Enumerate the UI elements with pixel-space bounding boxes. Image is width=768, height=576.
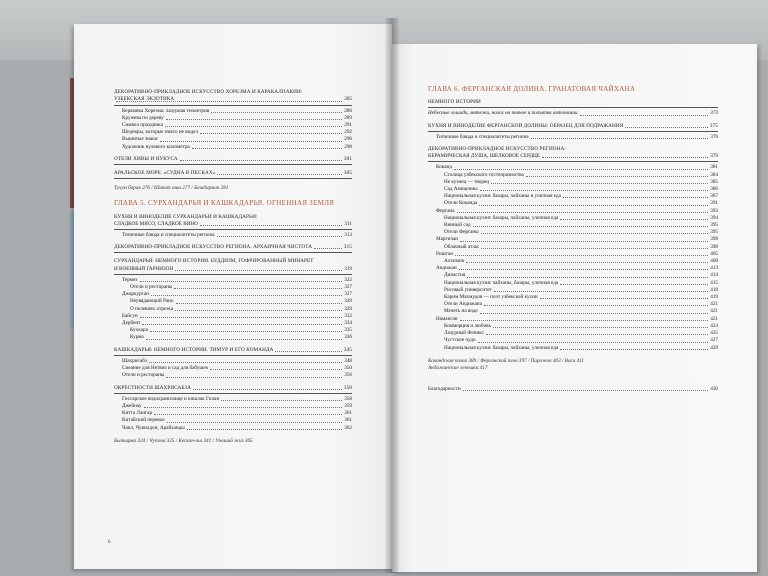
toc-item: Художник нулевого километра [122,143,190,150]
toc-page: 393 [710,207,718,214]
toc-row [114,347,352,354]
toc-heading: АРАЛЬСКОЕ МОРЕ. «СУДНА В ПЕСКАХ» [114,170,216,177]
toc-row [428,215,718,222]
toc-row [428,323,718,330]
toc-row [428,110,718,117]
toc-heading: ДЕКОРАТИВНО-ПРИКЛАДНОЕ ИСКУССТВО ХОРЕЗМА И КАРАКАЛПАКИИ: УЗБЕКСКАЯ ЭКЗОТИКА [114,89,303,103]
toc-item: Рисовый университет [444,286,492,293]
toc-page: 379 [710,153,718,160]
toc-row [428,265,718,272]
toc-row [114,277,352,284]
page-number: 6 [108,540,111,545]
toc-page: 428 [710,344,718,351]
toc-heading: КЕРАМИЧЕСКАЯ ДУША, ШЕЛКОВОЕ СЕРДЦЕ [428,153,540,160]
toc-row [428,229,718,236]
toc-heading: ДЕКОРАТИВНО-ПРИКЛАДНОЕ ИСКУССТВО РЕГИОНА. АРХАИЧНАЯ ЧИСТОТА [114,244,313,251]
toc-item: Алхимик [444,258,465,265]
toc-items [114,358,352,380]
toc-item: О пелевиях отрезка [130,305,174,312]
toc-row [114,122,352,129]
toc-row [114,266,352,273]
toc-page: 418 [710,286,718,293]
toc-page: 336 [344,334,352,341]
toc-row [428,280,718,287]
toc-heading: ОКРЕСТНОСТИ ШАХРИСАБЗА [114,384,191,391]
toc-page: 332 [344,312,352,319]
toc-item: Сад Амиценны [444,186,478,193]
toc-item: Благодарности [428,386,461,393]
toc-page: 425 [710,330,718,337]
toc-row [428,123,718,130]
toc-row [114,403,352,410]
toc-page: 386 [710,186,718,193]
toc-heading: КАШКАДАРЬЯ: НЕМНОГО ИСТОРИИ. ТИМУР И ЕГО КОМАНДА [114,346,274,353]
toc-item: Шахрисабз [122,357,147,364]
toc-page: 286 [344,107,352,114]
toc-page: 385 [710,178,718,185]
toc-item: Чустское чудо [444,337,476,344]
toc-page: 376 [710,133,718,140]
toc-row [428,330,718,337]
toc-row [114,144,352,151]
toc-page: 405 [710,250,718,257]
toc-item: Фергана [436,207,455,214]
toc-item: Лазурный Феникс [444,330,484,337]
toc-item: Облачный атлас [444,243,480,250]
toc-items [114,277,352,342]
toc-row [114,372,352,379]
toc-item: Отели Андижана [444,301,482,308]
toc-page: 348 [344,357,352,364]
toc-row [428,208,718,215]
toc-item: Сиеание для Нетвиз и сад для бабушек [122,365,209,372]
toc-item: Карим Махмудов — поэт узбекской кухни [444,294,538,301]
toc-page: 430 [710,386,718,393]
toc-row [428,386,718,393]
toc-item: Типичные блюда и специалитеты региона [436,133,529,140]
toc-page: 362 [344,424,352,431]
left-toc [114,84,352,445]
toc-page: 298 [344,143,352,150]
toc-items [114,396,352,432]
toc-page: 384 [710,171,718,178]
toc-row [114,298,352,305]
toc-row [114,284,352,291]
toc-item: Национальная кухня: чайханы, базары, уличная еда [444,279,559,286]
toc-page: 335 [344,327,352,334]
toc-item: Столица узбекского гостеприимства [444,171,524,178]
toc-page: 322 [344,276,352,283]
recipe-line: Андижанские лепешки 417 [428,364,488,371]
toc-item: Маргилан [436,236,459,243]
divider [428,107,718,108]
toc-item: Керамика Хорезма: лазурная геометрия [122,107,210,114]
toc-page: 358 [344,395,352,402]
toc-page: 414 [710,272,718,279]
toc-page: 413 [710,265,718,272]
toc-item: Неувядающий Рано [130,298,174,305]
toc-item: Не кузнец — творец [444,178,490,185]
toc-page: 315 [343,244,352,251]
toc-item: Китайский перевал [122,417,165,424]
toc-page: 327 [344,284,352,291]
toc-row [428,345,718,352]
toc-row [114,313,352,320]
toc-page: 327 [344,291,352,298]
toc-page: 398 [710,236,718,243]
toc-page: 424 [710,322,718,329]
toc-row [114,385,352,392]
toc-row [114,108,352,115]
toc-row [114,358,352,365]
toc-row [428,193,718,200]
divider [428,161,718,162]
toc-row [114,365,352,372]
toc-row [114,221,352,228]
toc-row [114,396,352,403]
toc-row [114,115,352,122]
toc-page: 292 [344,129,352,136]
recipe-line: Кокандская палва 389 / Ферганский плов 397 / Пирожок 403 / Васа 411 [428,357,584,364]
toc-page: 421 [710,301,718,308]
toc-page: 387 [710,193,718,200]
toc-heading: СУРХАНДАРЬЯ: НЕМНОГО ИСТОРИИ. БУДДИЗМ, ГОФРИРОВАННЫЙ МИНАРЕТ [114,258,314,265]
toc-row [114,96,352,103]
toc-row [428,251,718,258]
toc-item: Типичные блюда и специалитеты региона [122,232,215,239]
toc-page: 398 [710,243,718,250]
divider [114,274,352,275]
toc-item: Вышитые знаки [122,136,158,143]
toc-row [428,244,718,251]
toc-row [428,236,718,243]
toc-page: 358 [343,384,352,391]
toc-page: 421 [710,308,718,315]
toc-item: Андижан [436,265,457,272]
toc-heading: КУХНЯ И ВИНОДЕЛИЕ ФЕРГАНСКОЙ ДОЛИНЫ: ОБРАЗЕЦ ДЛЯ ПОДРАЖАНИЯ [428,122,624,129]
toc-page: 285 [344,96,352,103]
toc-row [114,417,352,424]
toc-heading: И ВОЕННЫЙ ГАРНИЗОН [114,265,174,272]
toc-items [428,164,718,351]
toc-item: Кухкара [130,327,148,334]
toc-page: 391 [710,200,718,207]
toc-row [114,291,352,298]
toc-item: Байсун [122,312,138,319]
toc-page: 419 [710,294,718,301]
toc-page: 301 [343,155,352,162]
toc-row [428,172,718,179]
right-toc [428,78,718,393]
toc-item: Наманган [436,315,458,322]
toc-page: 359 [344,402,352,409]
toc-item: Отели и рестораны [122,372,165,379]
toc-page: 356 [344,372,352,379]
toc-item: Национальная кухня: базары, чайханы, уличная еда [444,344,559,351]
toc-page: 415 [710,279,718,286]
toc-row [428,134,718,141]
toc-heading: КУХНЯ И ВИНОДЕЛИЕ СУРХАНДАРЬИ И КАШКАДАРЬИ: [114,213,258,220]
toc-item: Дербент [122,320,141,327]
toc-item: Коканд [436,164,452,171]
toc-page: 289 [344,114,352,121]
toc-page: 305 [343,170,352,177]
toc-row [114,232,352,239]
toc-row [114,170,352,177]
toc-page: 350 [344,365,352,372]
toc-row [428,316,718,323]
divider [114,178,352,179]
toc-heading: ДЕКОРАТИВНО-ПРИКЛАДНОЕ ИСКУССТВО РЕГИОНА: [428,146,566,153]
toc-row [114,334,352,341]
toc-row [428,287,718,294]
toc-page: 421 [710,315,718,322]
toc-row [428,258,718,265]
toc-item: Китта Лангар [122,410,153,417]
toc-page: 329 [344,305,352,312]
recipe-line: Бытырма 324 / Чупона 325 / Кескан-ош 341 / Унаший жиз 365 [114,437,253,444]
divider [114,105,352,106]
toc-item: Династия [444,272,466,279]
toc-row [428,301,718,308]
toc-heading: НЕМНОГО ИСТОРИИ [428,99,481,106]
toc-row [114,156,352,163]
recipe-line: Тухум барак 276 / Шивит оши 277 / Бешбармак 281 [114,185,229,192]
toc-item: Винный сад [444,222,471,229]
toc-item: Кружева по дереву [122,114,164,121]
toc-page: 319 [344,265,352,272]
toc-row [428,337,718,344]
toc-item: Шедевры, которые никто не видел [122,129,199,136]
toc-row [114,129,352,136]
toc-item: Гиссарское водохранилище и кишлак Гилан [122,395,220,402]
toc-page: 361 [344,410,352,417]
toc-page: 373 [710,110,718,117]
toc-page: 381 [710,164,718,171]
divider [428,131,718,132]
toc-item: Небесные лошади, мятежи, налог на пивное и попытка автономии [428,110,578,117]
chapter-title: ГЛАВА 5. СУРХАНДАРЬЯ И КАШКАДАРЬЯ. ОГНЕННАЯ ЗЕМЛЯ [114,199,335,208]
toc-item: Чапл, Чувилдон, Арабханды [122,424,185,431]
toc-page: 313 [344,232,352,239]
toc-page: 361 [344,417,352,424]
toc-row [114,410,352,417]
toc-page: 395 [710,229,718,236]
toc-page: 375 [709,122,718,129]
divider [114,355,352,356]
toc-item: Коммерция и любовь [444,322,491,329]
toc-row [114,327,352,334]
toc-row [428,308,718,315]
toc-item: Отели Ферганы [444,229,479,236]
toc-item: Термез [122,276,138,283]
toc-item: Курма [130,334,144,341]
toc-row [428,179,718,186]
toc-item: Национальная кухня: базары, чайханы и уличная еда [444,193,561,200]
toc-page: 296 [344,136,352,143]
toc-page: 395 [710,222,718,229]
toc-item: Символ праздника [122,122,163,129]
toc-row [114,306,352,313]
toc-item: Джаркурган [122,291,149,298]
toc-page: 345 [343,346,352,353]
toc-row [114,425,352,432]
toc-item: Джейнау [122,402,142,409]
toc-row [428,186,718,193]
right-page [392,44,757,572]
toc-page: 427 [710,337,718,344]
toc-item: Риштан [436,250,454,257]
toc-item: Отели и рестораны [130,284,173,291]
toc-page: 291 [344,122,352,129]
toc-page: 334 [344,320,352,327]
toc-row [428,164,718,171]
toc-row [114,320,352,327]
book-spread [30,18,755,573]
toc-item: Национальная кухня: базары, чайханы, уличная еда [444,214,559,221]
toc-row [428,294,718,301]
toc-row [428,222,718,229]
toc-page: 394 [710,214,718,221]
chapter-title: ГЛАВА 6. ФЕРГАНСКАЯ ДОЛИНА. ГРАНАТОВАЯ ЧАЙХАНА [428,85,636,93]
toc-row [428,272,718,279]
divider [114,393,352,394]
divider [114,164,352,165]
toc-page: 408 [710,258,718,265]
toc-item: Мечеть на воде [444,308,478,315]
toc-heading: ОТЕЛИ ХИВЫ И НУКУСА [114,155,178,162]
toc-row [114,136,352,143]
toc-row [428,153,718,160]
toc-items [114,108,352,151]
toc-row [114,244,352,251]
toc-heading: СЛАДКОЕ МЯСО, СЛАДКОЕ ВИНО [114,220,198,227]
book-fold [385,18,399,573]
left-page [74,24,392,569]
toc-page: 328 [344,298,352,305]
divider [114,229,352,230]
toc-row [428,200,718,207]
toc-page: 311 [344,220,352,227]
divider [114,252,352,253]
toc-item: Отели Коканда [444,200,478,207]
